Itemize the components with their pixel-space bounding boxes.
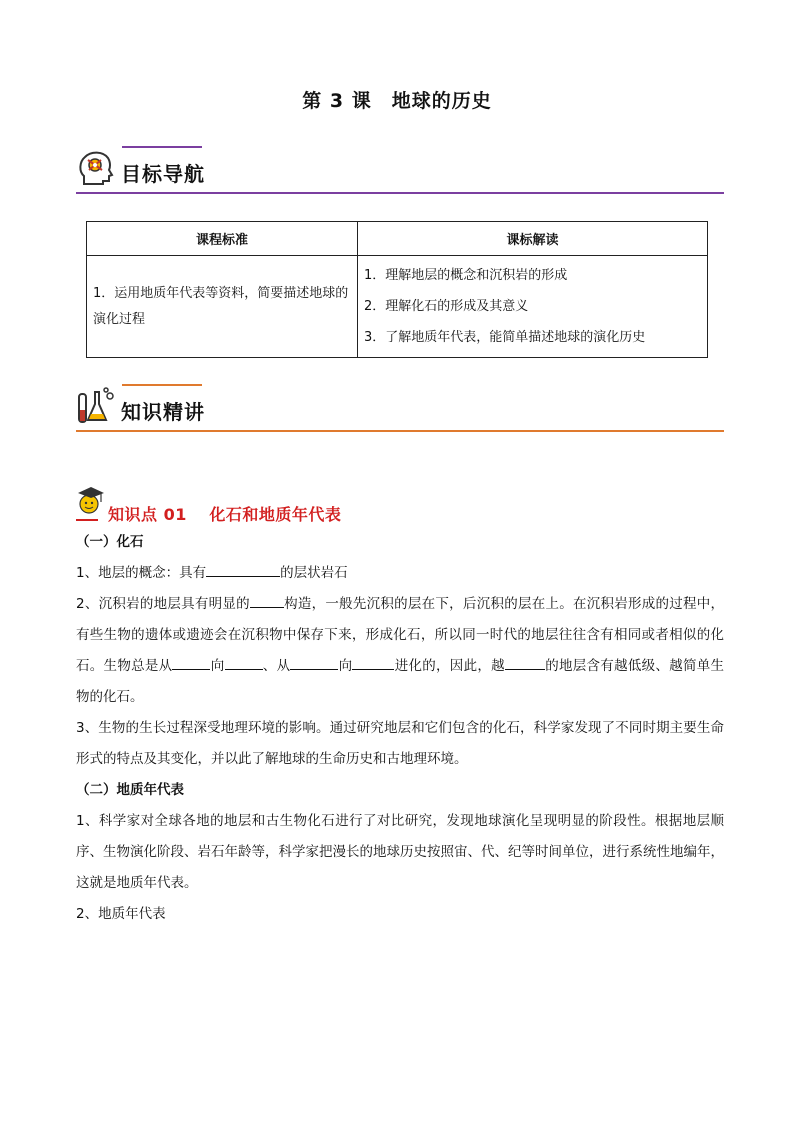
overline <box>122 384 202 386</box>
text: 2、沉积岩的地层具有明显的 <box>76 596 250 612</box>
divider <box>76 192 724 194</box>
divider <box>76 430 724 432</box>
paragraph: 2、地质年代表 <box>76 906 166 922</box>
section-title: 目标导航 <box>121 162 205 186</box>
subheading-fossils: （一）化石 <box>76 534 144 550</box>
text: 向 <box>210 658 225 674</box>
standards-table <box>86 221 708 358</box>
graduate-bulb-icon <box>74 482 108 522</box>
paragraph: 1、科学家对全球各地的地层和古生物化石进行了对比研究，发现地球演化呈现明显的阶段性。根据地层顺序、生物演化阶段、岩石年龄等，科学家把漫长的地球历史按照宙、代、纪等时间单位，进行系统性地编年，这就是地质年代表。 <box>76 813 724 891</box>
subheading-geologic-timescale: （二）地质年代表 <box>76 782 184 798</box>
interpretation-item: 3．了解地质年代表，能简单描述地球的演化历史 <box>364 330 646 345</box>
text: 的地层含有越低级、越简单生物的化石。 <box>76 658 725 705</box>
fill-blank[interactable] <box>172 655 210 670</box>
fill-blank[interactable] <box>206 562 280 577</box>
interpretation-item: 2．理解化石的形成及其意义 <box>364 299 529 314</box>
interpretation-cell <box>358 256 708 358</box>
text: 构造，一般先沉积的层在下，后沉积的层在上。在沉积岩形成的过程中，有些生物的遗体或遗迹会在沉积物中保存下来，形成化石，所以同一时代的地层往往含有相同或者相似的化石。生物总是从 <box>76 596 725 674</box>
section-heading-knowledge <box>76 384 724 432</box>
text: 、从 <box>262 658 291 674</box>
fill-blank[interactable] <box>225 655 263 670</box>
standard-cell: 1．运用地质年代表等资料，简要描述地球的演化过程 <box>87 256 358 358</box>
fill-blank[interactable] <box>290 655 338 670</box>
overline <box>122 146 202 148</box>
paragraph <box>76 558 724 589</box>
page-title: 第 3 课 地球的历史 <box>302 90 492 112</box>
paragraph <box>76 589 724 713</box>
fill-blank[interactable] <box>250 593 284 608</box>
content-body <box>76 527 724 930</box>
lab-flask-icon <box>76 386 116 426</box>
text: 的层状岩石 <box>280 565 348 581</box>
fill-blank[interactable] <box>352 655 394 670</box>
knowledge-point-title: 知识点 01 化石和地质年代表 <box>108 505 342 524</box>
paragraph: 3、生物的生长过程深受地理环境的影响。通过研究地层和它们包含的化石，科学家发现了不同时期主要生命形式的特点及其变化，并以此了解地球的生命历史和古地理环境。 <box>76 720 724 767</box>
fill-blank[interactable] <box>505 655 545 670</box>
text: 向 <box>338 658 353 674</box>
interpretation-item: 1．理解地层的概念和沉积岩的形成 <box>364 268 568 283</box>
section-title: 知识精讲 <box>121 400 205 424</box>
table-header: 课程标准 <box>87 222 358 256</box>
head-gear-icon <box>76 148 116 188</box>
text: 1、地层的概念：具有 <box>76 565 207 581</box>
section-heading-goals <box>76 146 724 194</box>
table-header: 课标解读 <box>358 222 708 256</box>
text: 进化的，因此，越 <box>394 658 505 674</box>
